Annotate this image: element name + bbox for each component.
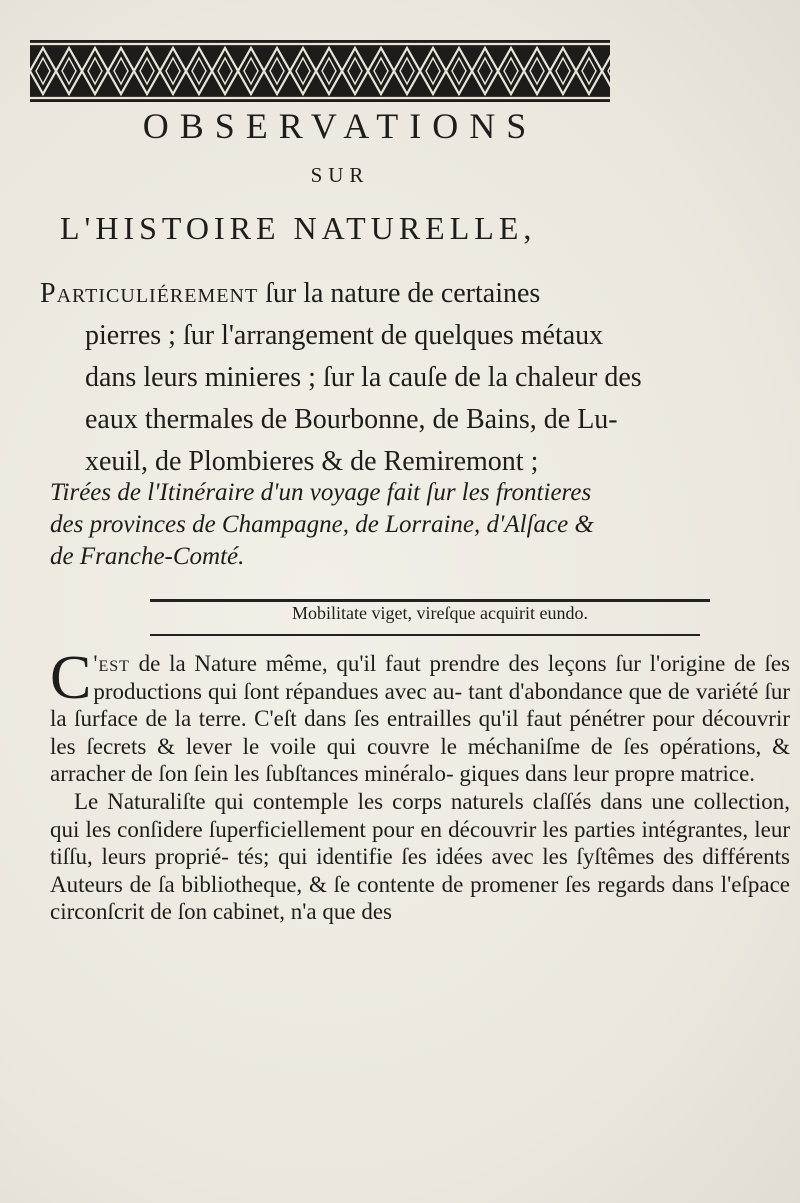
- description-lead: Particuliérement: [40, 278, 259, 309]
- description-line-1: [40, 273, 770, 315]
- epigraph: Mobilitate viget, vireſque acquirit eundo.: [292, 603, 588, 623]
- description-line-5: xeuil, de Plombieres & de Remiremont ;: [85, 446, 539, 477]
- source-line-3: de Franche-Comté.: [50, 543, 245, 570]
- top-rule: [150, 599, 710, 602]
- source-line-1: Tirées de l'Itinéraire d'un voyage fait ſur les frontieres: [50, 479, 592, 506]
- paragraph-2: Le Naturaliſte qui contemple les corps naturels claſſés dans une collection, qui les conſidere ſuperficiellement pour en découvrir les parties intégrantes, leur tiſſu, leurs proprié- tés; qui identifie ſes idées avec les ſyſtêmes des différents Auteurs de ſa bibliotheque, & ſe contente de promener ſes regards dans l'eſpace circonſcrit de ſon cabinet, n'a que des: [50, 788, 790, 925]
- description-line-2: pierres ; ſur l'arrangement de quelques métaux: [85, 320, 604, 351]
- title-subject: L'HISTOIRE NATURELLE,: [60, 210, 537, 246]
- paragraph-1: [50, 644, 790, 788]
- page-title: OBSERVATIONS: [142, 106, 538, 146]
- description-line-4: eaux thermales de Bourbonne, de Bains, de Lu-: [85, 404, 618, 435]
- title-connector: SUR: [310, 163, 370, 187]
- description-line-1-rest: ſur la nature de certaines: [265, 278, 541, 309]
- main-text: [50, 644, 790, 926]
- drop-cap: C: [50, 644, 92, 712]
- description-block: [40, 273, 770, 483]
- source-line-2: des provinces de Champagne, de Lorraine, d'Alſace &: [50, 511, 594, 538]
- ornamental-header-band: [30, 40, 610, 102]
- paragraph-1-text: de la Nature même, qu'il faut prendre des leçons ſur l'origine de ſes productions qui ſont répandues avec au- tant d'abondance que de variété ſur la ſurface de la terre. C'eſt dans ſes entrailles qu'il faut pénétrer pour découvrir les ſecrets & lever le voile qui couvre le méchaniſme de ſes opérations, & arracher de ſon ſein les ſubſtances minéralo- giques dans leur propre matrice.: [50, 651, 790, 787]
- description-line-3: dans leurs minieres ; ſur la cauſe de la chaleur des: [85, 362, 642, 393]
- source-block: [50, 477, 780, 573]
- bottom-rule: [150, 634, 700, 636]
- paragraph-1-caps: 'est: [93, 651, 130, 676]
